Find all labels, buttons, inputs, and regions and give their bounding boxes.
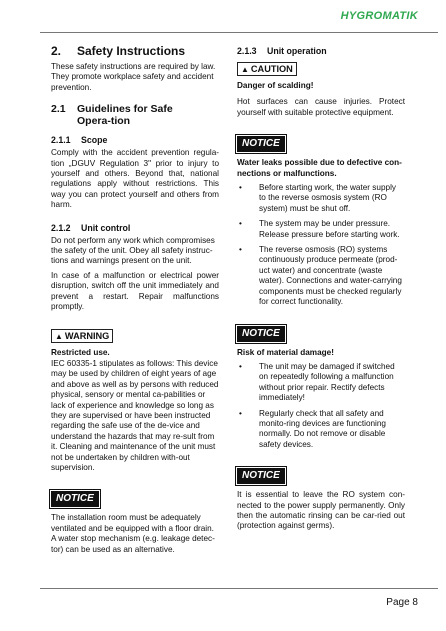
restricted-use-title: Restricted use. bbox=[51, 347, 110, 357]
section-2-heading: 2. Safety Instructions bbox=[51, 44, 186, 58]
section-2-1-2-text-2: In case of a malfunction or electrical power disruption, switch off the unit immediately and prevent a restart. Repair malfunctions promptly. bbox=[51, 270, 219, 312]
hygromatik-logo: HYGROMATIK bbox=[340, 10, 418, 22]
list-item: • The unit may be damaged if switched on repeatedly following a malfunction without prior repair. Rectify defects immediately! bbox=[239, 361, 395, 403]
material-damage-title: Risk of material damage! bbox=[237, 347, 334, 357]
scalding-text: Hot surfaces can cause injuries. Protect yourself with suitable protective equipment. bbox=[237, 97, 405, 117]
water-leak-list bbox=[237, 183, 405, 307]
section-2-1-1-text: Comply with the accident prevention regula-tion „DGUV Regulation 3" prior to injury to yourself and others. Beyond that, national regulations apply without restrictions. This way you can protect yourself and others from harm. bbox=[51, 148, 219, 210]
footer-rule bbox=[40, 588, 438, 589]
notice-badge-3: NOTICE bbox=[237, 468, 285, 484]
list-item: • The reverse osmosis (RO) systems continuously produce permeate (prod-uct water) and concentrate (waste water). Connections and water-carrying components must be checked regularly for correct functionality. bbox=[239, 245, 402, 307]
notice-badge: NOTICE bbox=[51, 491, 99, 507]
scalding-title: Danger of scalding! bbox=[237, 81, 314, 90]
warning-triangle-icon: ▲ bbox=[241, 65, 249, 74]
caution-label: ▲ CAUTION bbox=[237, 62, 297, 76]
section-2-1-2-heading: 2.1.2 Unit control bbox=[51, 222, 131, 233]
right-column bbox=[237, 44, 405, 536]
material-damage-list bbox=[237, 362, 405, 450]
left-column bbox=[51, 44, 219, 559]
section-2-1-2-text-1: Do not perform any work which compromises the safety of the unit. Obey all safety instruc-tions and warnings present on the unit. bbox=[51, 235, 215, 266]
section-2-1-heading: 2.1 Guidelines for Safe Opera-tion bbox=[51, 103, 173, 128]
list-item: • Before starting work, the water supply to the reverse osmosis system (RO system) must be shut off. bbox=[239, 183, 396, 213]
restricted-use-text: IEC 60335-1 stipulates as follows: This device may be used by children of eight years of age and above as well as by persons with reduced physical, sensory or mental ca-pabilities or lack of experience and knowledge so long as they are supervised or have been instructed regarding the safe use of the de-vice and understand the hazards that may re-sult from it. Cleaning and maintenance of the unit must not be undertaken by children with-out supervision. bbox=[51, 358, 219, 472]
header-rule bbox=[40, 32, 438, 33]
warning-label: ▲ WARNING bbox=[51, 329, 113, 343]
page-number: Page 8 bbox=[386, 597, 418, 608]
list-item: • Regularly check that all safety and monito-ring devices are functioning normally. Do not remove or disable safety devices. bbox=[239, 408, 386, 449]
water-leak-title: Water leaks possible due to defective con-nections or malfunctions. bbox=[237, 158, 402, 178]
section-2-text: These safety instructions are required by law. They promote workplace safety and accident prevention. bbox=[51, 62, 216, 92]
list-item: • The system may be under pressure. Release pressure before starting work. bbox=[239, 219, 400, 239]
section-2-1-3-heading: 2.1.3 Unit operation bbox=[237, 46, 327, 56]
warning-triangle-icon: ▲ bbox=[55, 331, 63, 341]
notice-badge-2: NOTICE bbox=[237, 326, 285, 342]
power-supply-text: It is essential to leave the RO system con-nected to the power supply permanently. Only then the automatic rinsing can be car-ried out (protection against germs). bbox=[237, 490, 405, 531]
notice-badge-1: NOTICE bbox=[237, 136, 285, 152]
notice-text: The installation room must be adequately ventilated and be equipped with a floor drain. A water stop mechanism (e.g. leakage detec-tor) can be used as an alternative. bbox=[51, 513, 215, 554]
section-2-1-1-heading: 2.1.1 Scope bbox=[51, 135, 108, 146]
